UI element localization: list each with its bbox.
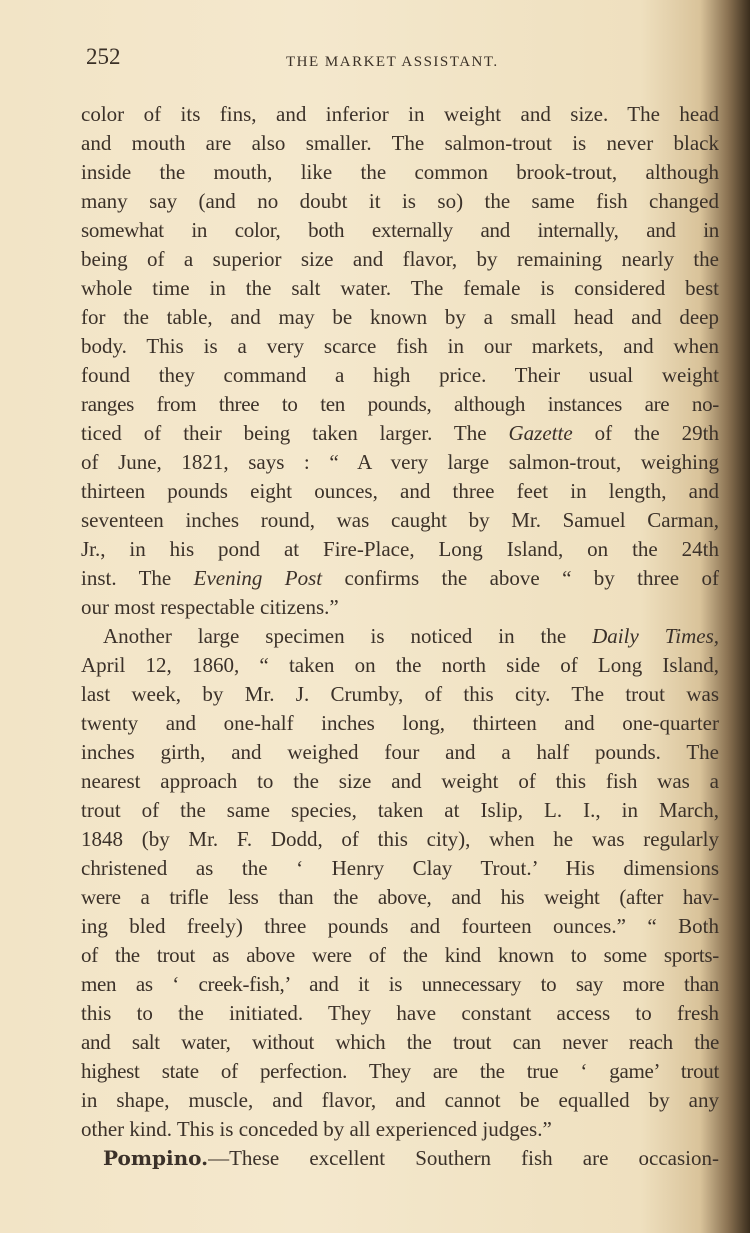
text-line: whole time in the salt water. The female is considered best <box>81 276 719 300</box>
text-line: this to the initiated. They have constant access to fresh <box>81 1001 719 1025</box>
italic-title: Daily Times, <box>592 624 720 648</box>
italic-title: Evening Post <box>193 566 323 590</box>
text-line: of June, 1821, says : “ A very large salmon-trout, weighing <box>81 450 719 474</box>
text-line: last week, by Mr. J. Crumby, of this city. The trout was <box>81 682 719 706</box>
text-line: were a trifle less than the above, and his weight (after hav- <box>81 885 719 909</box>
text-line: body. This is a very scarce fish in our markets, and when <box>81 334 719 358</box>
text-segment: confirms the above “ by three of <box>322 566 719 590</box>
text-line: twenty and one-half inches long, thirteen and one-quarter <box>81 711 719 735</box>
text-segment: of the 29th <box>572 421 720 445</box>
text-line: color of its fins, and inferior in weight and size. The head <box>81 102 719 126</box>
text-line: ing bled freely) three pounds and fourteen ounces.” “ Both <box>81 914 719 938</box>
body-text <box>81 100 719 1173</box>
text-line <box>81 564 719 593</box>
text-line: our most respectable citizens.” <box>81 595 339 619</box>
text-line <box>81 622 719 651</box>
text-line: christened as the ‘ Henry Clay Trout.’ His dimensions <box>81 856 719 880</box>
text-line: many say (and no doubt it is so) the same fish changed <box>81 189 719 213</box>
text-line: ranges from three to ten pounds, although instances are no- <box>81 392 719 416</box>
entry-heading: Pompino. <box>103 1146 209 1170</box>
text-line: and salt water, without which the trout can never reach the <box>81 1030 719 1054</box>
text-line: Jr., in his pond at Fire-Place, Long Island, on the 24th <box>81 537 719 561</box>
text-line: for the table, and may be known by a small head and deep <box>81 305 719 329</box>
text-line: of the trout as above were of the kind known to some sports- <box>81 943 719 967</box>
page-number: 252 <box>86 44 121 69</box>
text-line: inches girth, and weighed four and a half pounds. The <box>81 740 719 764</box>
text-line: being of a superior size and flavor, by remaining nearly the <box>81 247 719 271</box>
text-line: in shape, muscle, and flavor, and cannot be equalled by any <box>81 1088 719 1112</box>
text-line: highest state of perfection. They are the true ‘ game’ trout <box>81 1059 719 1083</box>
text-line: trout of the same species, taken at Islip, L. I., in March, <box>81 798 719 822</box>
text-segment: Another large specimen is noticed in the <box>103 624 593 648</box>
text-line: and mouth are also smaller. The salmon-trout is never black <box>81 131 719 155</box>
text-line: found they command a high price. Their usual weight <box>81 363 719 387</box>
text-segment: —These excellent Southern fish are occasion- <box>208 1146 719 1170</box>
text-line: other kind. This is conceded by all experienced judges.” <box>81 1117 552 1141</box>
text-line: inside the mouth, like the common brook-trout, although <box>81 160 719 184</box>
text-line: 1848 (by Mr. F. Dodd, of this city), when he was regularly <box>81 827 719 851</box>
text-line: nearest approach to the size and weight of this fish was a <box>81 769 719 793</box>
text-line <box>81 1144 719 1173</box>
text-line: thirteen pounds eight ounces, and three feet in length, and <box>81 479 719 503</box>
text-line: April 12, 1860, “ taken on the north side of Long Island, <box>81 653 719 677</box>
text-line <box>81 419 719 448</box>
text-segment: inst. The <box>81 566 194 590</box>
text-segment: ticed of their being taken larger. The <box>81 421 509 445</box>
italic-title: Gazette <box>508 421 573 445</box>
text-line: somewhat in color, both externally and internally, and in <box>81 218 719 242</box>
running-head: THE MARKET ASSISTANT. <box>286 54 499 70</box>
text-line: men as ‘ creek-fish,’ and it is unnecessary to say more than <box>81 972 719 996</box>
text-line: seventeen inches round, was caught by Mr. Samuel Carman, <box>81 508 719 532</box>
page-header <box>86 44 686 74</box>
